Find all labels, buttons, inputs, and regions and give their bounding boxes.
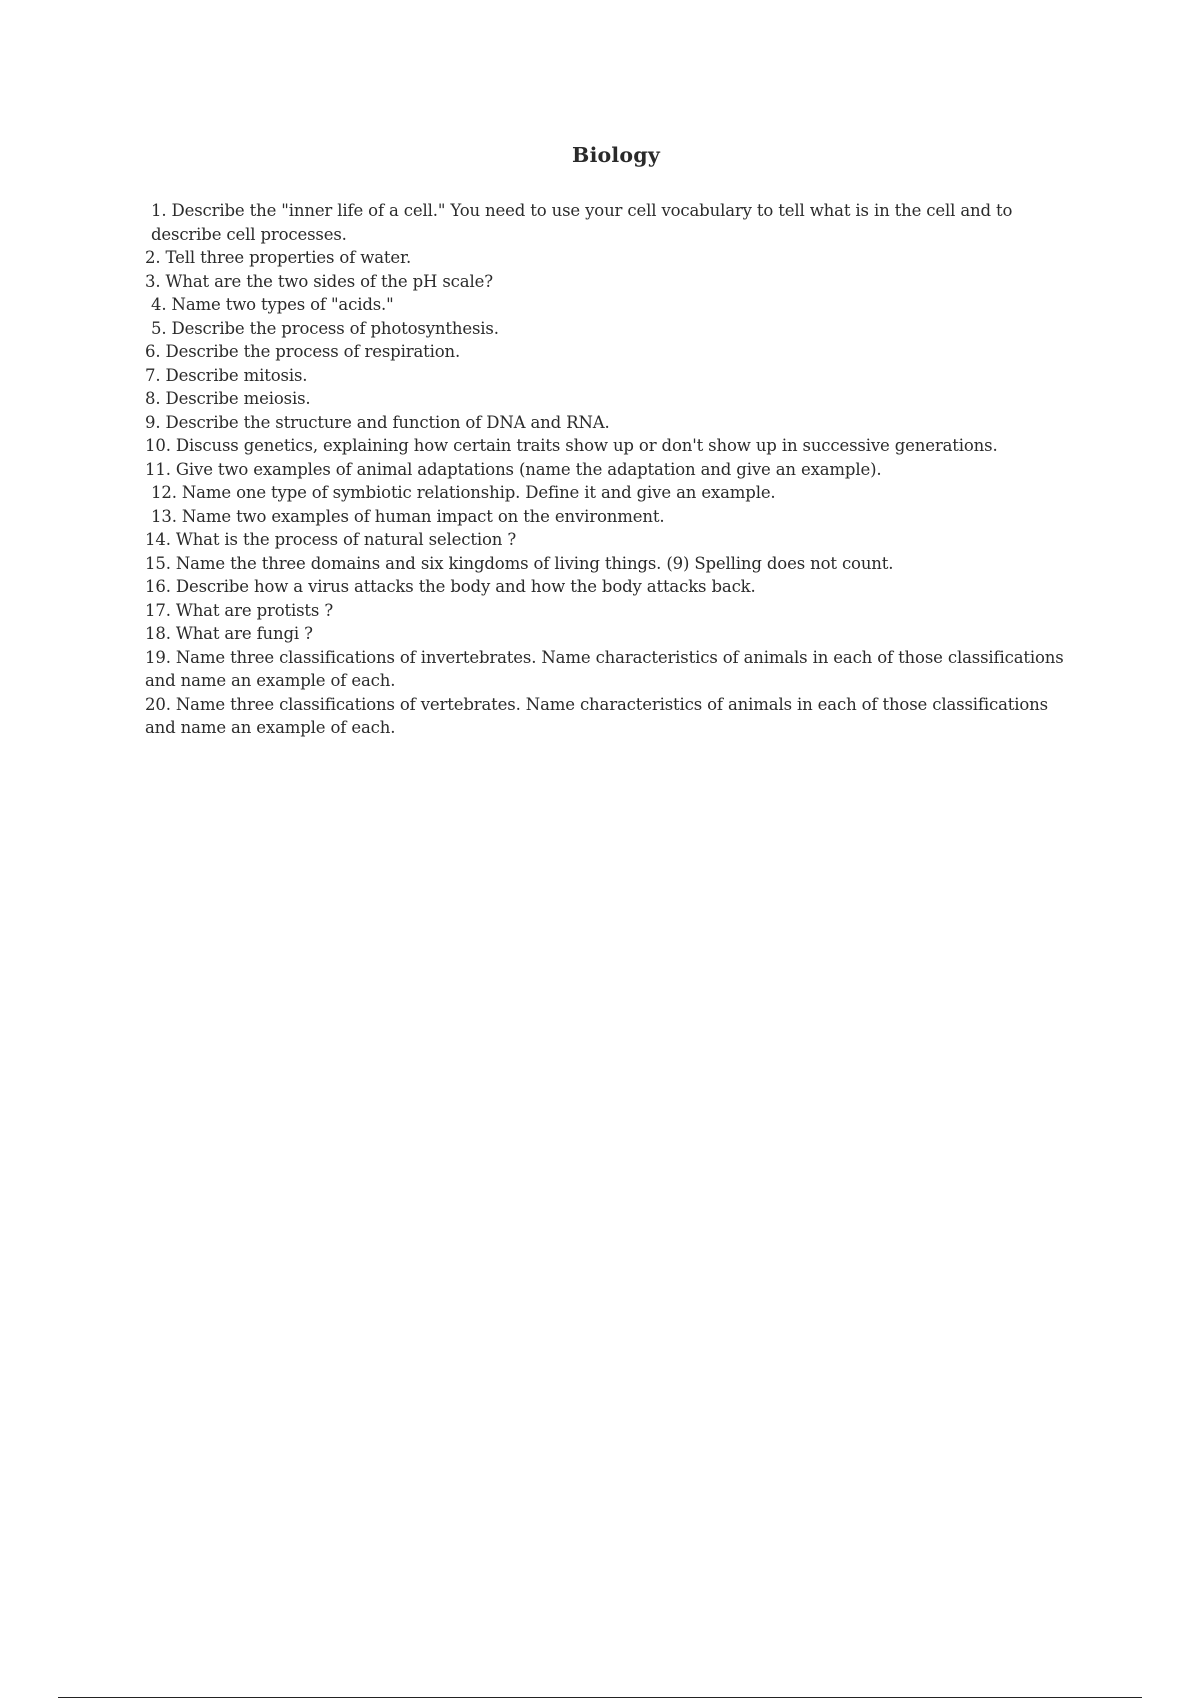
question-item: 17. What are protists ?: [145, 600, 334, 620]
question-item: 8. Describe meiosis.: [145, 389, 311, 408]
question-item: 20. Name three classifications of vertebrates. Name characteristics of animals in each of those classifications and name an example of each.: [145, 694, 1048, 737]
question-item: 14. What is the process of natural selection ?: [145, 530, 517, 549]
question-item: 13. Name two examples of human impact on the environment.: [151, 506, 665, 526]
question-item: 4. Name two types of "acids.": [151, 295, 394, 314]
question-item: 19. Name three classifications of invertebrates. Name characteristics of animals in each of those classifications and name an example of each.: [145, 647, 1064, 690]
question-item: 1. Describe the "inner life of a cell." You need to use your cell vocabulary to tell what is in the cell and to describe cell processes.: [151, 201, 1013, 244]
question-item: 18. What are fungi ?: [145, 624, 313, 643]
question-item: 2. Tell three properties of water.: [145, 248, 412, 267]
question-item: 3. What are the two sides of the pH scale?: [145, 271, 493, 291]
question-item: 16. Describe how a virus attacks the body and how the body attacks back.: [145, 577, 756, 596]
question-item: 6. Describe the process of respiration.: [145, 342, 461, 361]
bottom-rule: [58, 1697, 1142, 1698]
question-item: 11. Give two examples of animal adaptations (name the adaptation and give an example).: [145, 459, 882, 479]
question-item: 12. Name one type of symbiotic relationship. Define it and give an example.: [151, 483, 776, 502]
question-item: 7. Describe mitosis.: [145, 365, 308, 385]
question-item: 9. Describe the structure and function of DNA and RNA.: [145, 412, 610, 432]
question-item: 10. Discuss genetics, explaining how certain traits show up or don't show up in successive generations.: [145, 436, 998, 455]
page-title: Biology: [572, 143, 660, 167]
question-item: 5. Describe the process of photosynthesis.: [151, 318, 499, 338]
question-list: [145, 199, 1080, 740]
question-item: 15. Name the three domains and six kingdoms of living things. (9) Spelling does not count.: [145, 553, 894, 573]
